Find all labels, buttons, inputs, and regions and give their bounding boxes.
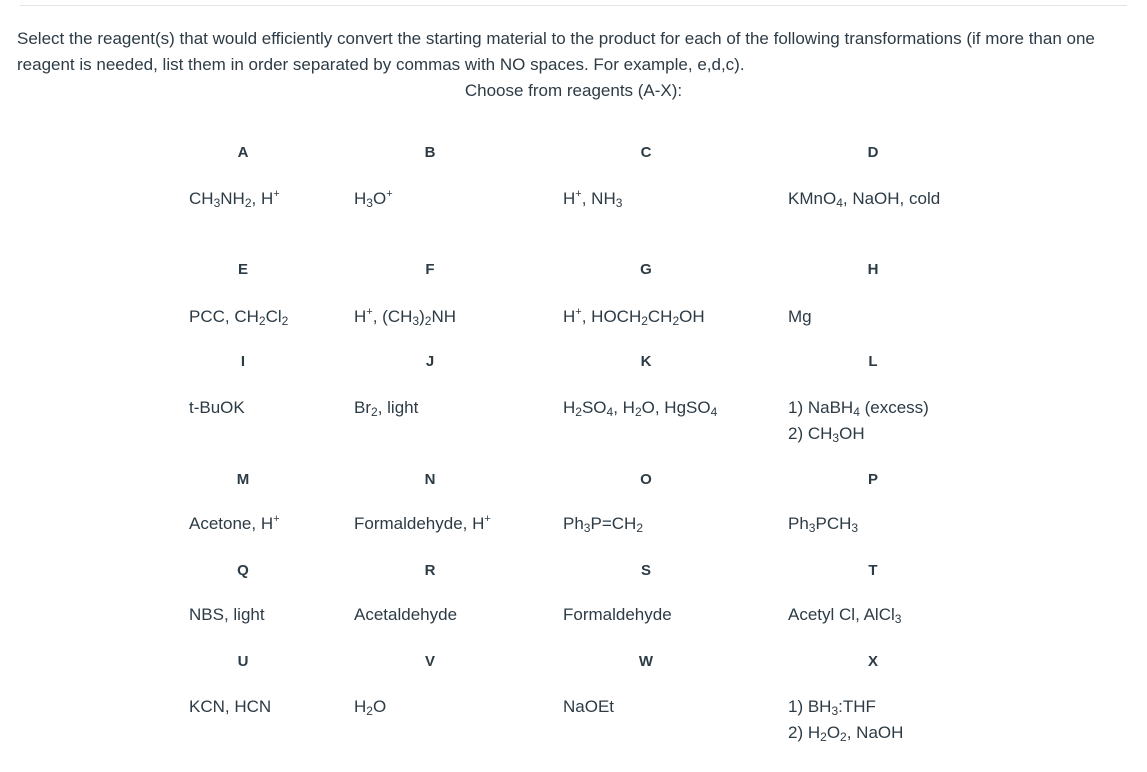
- reagent-letter-j: J: [425, 353, 435, 370]
- reagent-d: KMnO$_4$, NaOH, cold: [788, 189, 941, 210]
- reagent-c: H+, $NH_3$: [563, 188, 623, 210]
- reagent-e: PCC, $CH_2Cl_2$: [189, 307, 289, 328]
- reagent-letter-l: L: [868, 353, 878, 370]
- reagent-o: $Ph_3P=CH_2$: [563, 514, 643, 535]
- reagent-letter-q: Q: [237, 562, 249, 579]
- reagent-r: Acetaldehyde: [354, 605, 458, 624]
- reagent-w: NaOEt: [563, 697, 615, 716]
- reagent-s: Formaldehyde: [563, 605, 672, 624]
- reagent-letter-s: S: [640, 562, 651, 579]
- choose-label: Choose from reagents (A-X):: [464, 81, 683, 100]
- reagent-letter-f: F: [425, 261, 435, 278]
- reagent-letter-k: K: [640, 353, 652, 370]
- reagent-letter-o: O: [640, 471, 652, 488]
- reagent-l: 1) NaBH$_4$ (excess) 2) $CH_3OH$: [788, 398, 929, 445]
- reagent-letter-p: P: [867, 471, 878, 488]
- reagent-letter-h: H: [867, 261, 879, 278]
- reagent-letter-g: G: [640, 261, 652, 278]
- reagent-letter-i: I: [240, 353, 246, 370]
- instructions: Select the reagent(s) that would efficiently convert the starting material to the product for each of the following transformations (if more than one reagent is needed, list them in order separated by commas with NO spaces. For example, e,d,c).: [17, 29, 1095, 74]
- reagent-i: t-BuOK: [189, 398, 245, 417]
- reagent-h: Mg: [788, 307, 812, 326]
- reagent-a: $CH_3NH_2$, H+: [189, 188, 280, 210]
- reagent-u: KCN, HCN: [189, 697, 272, 716]
- reagent-v: $H_2O$: [354, 697, 387, 718]
- reagent-p: $Ph_3PCH_3$: [788, 514, 859, 535]
- reagent-letter-m: M: [236, 471, 250, 488]
- reagent-letter-n: N: [424, 471, 436, 488]
- reagent-letter-u: U: [237, 653, 249, 670]
- reagent-q: NBS, light: [189, 605, 265, 624]
- reagent-x: 1) $BH_3:THF$ 2) $H_2O_2$, NaOH: [788, 697, 904, 744]
- reagent-n: Formaldehyde, H+: [354, 513, 491, 533]
- reagent-k: $H_2SO_4$, $H_2O$, HgSO$_4$: [563, 398, 718, 419]
- reagent-letter-c: C: [640, 144, 652, 161]
- reagent-letter-x: X: [867, 653, 878, 670]
- reagent-m: Acetone, H+: [189, 513, 280, 533]
- reagent-letter-b: B: [424, 144, 436, 161]
- reagent-letter-e: E: [237, 261, 248, 278]
- reagent-letter-w: W: [638, 653, 654, 670]
- reagent-j: $Br_2$, light: [354, 398, 419, 419]
- reagent-f: H+, $(CH_3)_2NH$: [354, 306, 456, 328]
- reagent-letter-r: R: [424, 562, 436, 579]
- reagent-t: Acetyl Cl, AlCl$_3$: [788, 605, 902, 626]
- top-divider: [20, 5, 1127, 6]
- reagent-b: $H_3O^+$: [354, 188, 393, 210]
- reagent-letter-d: D: [867, 144, 879, 161]
- reagent-letter-a: A: [237, 144, 249, 161]
- reagent-g: H+, $HOCH_2CH_2OH$: [563, 306, 705, 328]
- reagent-letter-v: V: [424, 653, 435, 670]
- reagent-letter-t: T: [868, 562, 878, 579]
